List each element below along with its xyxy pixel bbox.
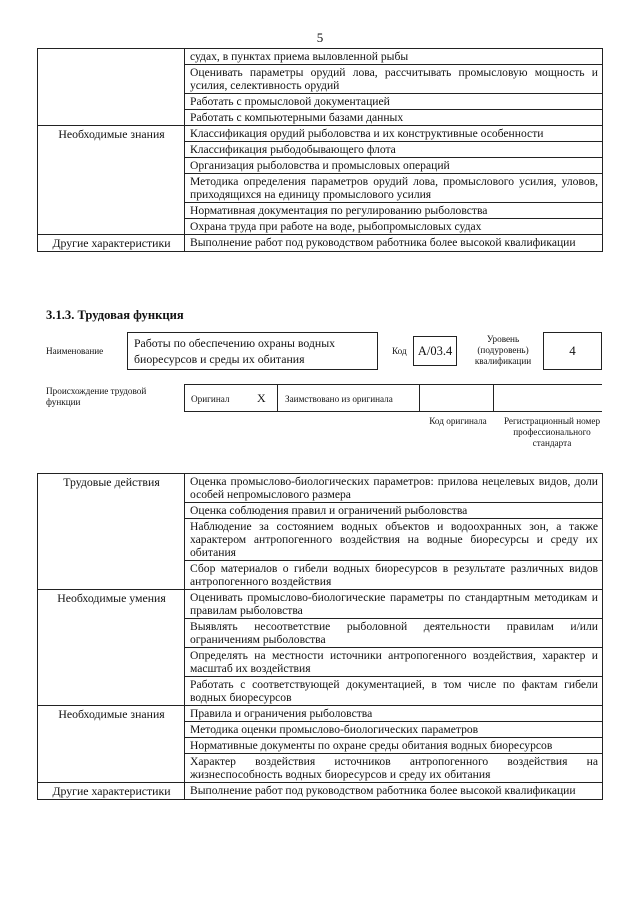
table-cell: Оценка промыслово-биологических параметров: прилова нецелевых видов, доли особей непромыслового размера <box>185 474 603 503</box>
table-cell: Оценивать промыслово-биологические параметры по стандартным методикам и правилам рыболовства <box>185 590 603 619</box>
function-name-box: Работы по обеспечению охраны водных биоресурсов и среды их обитания <box>127 332 378 370</box>
row-label: Другие характеристики <box>38 235 185 252</box>
table-cell: Оценка соблюдения правил и ограничений рыболовства <box>185 503 603 519</box>
table-cell: Классификация орудий рыболовства и их конструктивные особенности <box>185 126 603 142</box>
table-cell: Выполнение работ под руководством работника более высокой квалификации <box>185 235 603 252</box>
table-cell: Охрана труда при работе на воде, рыбопромысловых судах <box>185 219 603 235</box>
table-cell: Правила и ограничения рыболовства <box>185 706 603 722</box>
table-cell: Работать с компьютерными базами данных <box>185 110 603 126</box>
row-label: Трудовые действия <box>38 474 185 590</box>
row-label: Необходимые знания <box>38 126 185 235</box>
table-cell: Выявлять несоответствие рыболовной деятельности правилам и/или ограничениям рыболовства <box>185 619 603 648</box>
table-row <box>38 590 603 619</box>
name-label: Наименование <box>46 346 104 356</box>
level-box: 4 <box>543 332 602 370</box>
code-label: Код <box>392 346 407 356</box>
table-row <box>38 235 603 252</box>
table-row <box>38 706 603 722</box>
row-label: Необходимые знания <box>38 706 185 783</box>
table-row <box>38 126 603 142</box>
code-box: A/03.4 <box>413 336 457 366</box>
table-cell: Наблюдение за состоянием водных объектов и водоохранных зон, а также характером антропогенного воздействия на водные биоресурсы и среду их обитания <box>185 519 603 561</box>
row-label: Другие характеристики <box>38 783 185 800</box>
borrowed-label: Заимствовано из оригинала <box>285 394 393 404</box>
table-row <box>38 474 603 503</box>
section-heading: 3.1.3. Трудовая функция <box>46 308 184 322</box>
table-cell: Методика определения параметров орудий лова, промыслового усилия, уловов, приходящихся на единицу промыслового усилия <box>185 174 603 203</box>
table-cell: Нормативная документация по регулированию рыболовства <box>185 203 603 219</box>
table-cell: Определять на местности источники антропогенного воздействия, характер и масштаб их воздействия <box>185 648 603 677</box>
competency-table-continued <box>37 48 603 252</box>
table-cell: Методика оценки промыслово-биологических параметров <box>185 722 603 738</box>
origin-row <box>184 384 602 412</box>
origin-label: Происхождение трудовой функции <box>46 386 147 407</box>
reg-number-label: Регистрационный номер профессионального стандарта <box>503 416 601 448</box>
table-cell: судах, в пунктах приема выловленной рыбы <box>185 49 603 65</box>
level-label: Уровень (подуровень) квалификации <box>474 334 532 366</box>
row-label <box>38 49 185 126</box>
divider <box>419 385 420 411</box>
divider <box>493 385 494 411</box>
table-cell: Организация рыболовства и промысловых операций <box>185 158 603 174</box>
divider <box>277 385 278 411</box>
original-mark: X <box>257 391 266 405</box>
table-row <box>38 49 603 65</box>
table-cell: Классификация рыбодобывающего флота <box>185 142 603 158</box>
original-label: Оригинал <box>191 394 230 404</box>
table-cell: Характер воздействия источников антропогенного воздействия на жизнеспособность водных биоресурсов и среду их обитания <box>185 754 603 783</box>
table-cell: Работать с промысловой документацией <box>185 94 603 110</box>
row-label: Необходимые умения <box>38 590 185 706</box>
labor-function-table <box>37 473 603 800</box>
table-cell: Оценивать параметры орудий лова, рассчитывать промысловую мощность и усилия, селективность орудий <box>185 65 603 94</box>
table-cell: Нормативные документы по охране среды обитания водных биоресурсов <box>185 738 603 754</box>
table-cell: Сбор материалов о гибели водных биоресурсов в результате различных видов антропогенного воздействия <box>185 561 603 590</box>
table-cell: Выполнение работ под руководством работника более высокой квалификации <box>185 783 603 800</box>
table-row <box>38 783 603 800</box>
page-number: 5 <box>316 30 324 45</box>
code-original-label: Код оригинала <box>429 416 487 426</box>
table-cell: Работать с соответствующей документацией, в том числе по фактам гибели водных биоресурсов <box>185 677 603 706</box>
